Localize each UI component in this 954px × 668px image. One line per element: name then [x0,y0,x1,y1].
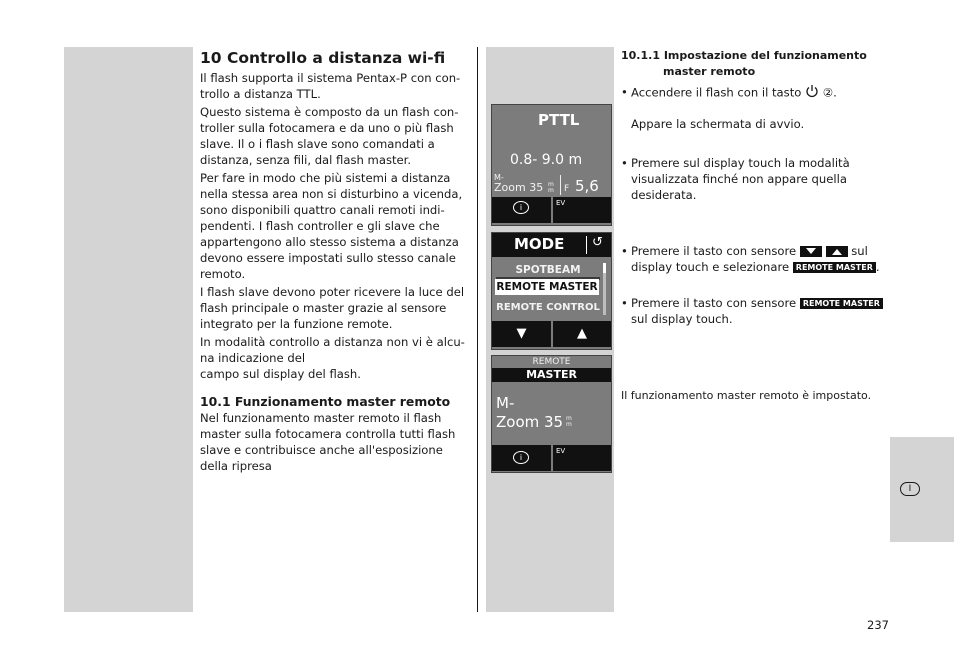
menu-scrollbar-thumb[interactable] [603,263,606,273]
step-text: Premere il tasto con sensore [631,244,797,258]
remote-master-tag: REMOTE MASTER [793,262,876,273]
section-title: 10 Controllo a distanza wi-fi [200,49,446,67]
info-button[interactable] [492,197,551,223]
remote-label: REMOTE [532,357,571,367]
result-text: Il funzionamento master remoto è impostato. [621,389,872,402]
paragraph: Il flash supporta il sistema Pentax-P con con-trollo a distanza TTL. [200,71,461,101]
zoom-prefix: M- [496,394,515,412]
subsection-title: 10.1 Funzionamento master remoto [200,394,451,409]
step-text: Premere sul display touch la modalità visualizzata finché non appare quella desiderata. [631,156,850,202]
step-2 [621,155,891,203]
scroll-up-button[interactable] [553,321,611,347]
menu-scrollbar[interactable] [603,263,606,315]
menu-item-remote-master[interactable]: REMOTE MASTER [496,281,598,293]
info-button[interactable] [492,445,551,471]
mode-header [492,233,611,257]
column-divider [477,47,478,612]
step-text: sul display touch. [631,312,733,326]
ev-button[interactable] [553,445,611,471]
menu-item-remote-control[interactable]: REMOTE CONTROL [496,302,600,313]
step-1 [621,84,891,102]
step-text: sul display touch e selezionare [631,244,868,274]
step-4 [621,295,891,327]
zoom-unit: m m [566,415,572,428]
heading-line-2: master remoto [663,65,756,78]
range-readout: 0.8- 9.0 m [510,152,583,168]
ev-label: EV [556,199,566,207]
aperture-f: F [564,184,570,194]
left-margin-panel [64,47,193,612]
up-key-icon [826,246,848,257]
left-text-column [200,48,468,476]
bullet: • [621,85,628,99]
master-label: MASTER [492,368,611,382]
down-key-icon [800,246,822,257]
remote-master-tag: REMOTE MASTER [800,298,883,309]
zoom-label: Zoom 35 [496,413,564,431]
aperture-value: 5,6 [575,177,599,195]
flash-display-pttl [491,104,612,226]
lcd-divider [560,175,561,195]
step-text: Premere il tasto con sensore [631,296,797,310]
info-icon: i [513,451,529,464]
flash-display-mode-menu [491,232,612,350]
triangle-down-icon: ▼ [516,326,527,341]
heading-line-1: Impostazione del funzionamento [663,49,867,62]
info-icon: i [513,201,529,214]
bullet: • [621,244,628,258]
step-ref: ②. [822,85,837,100]
triangle-up-icon: ▲ [577,326,587,341]
zoom-label: Zoom 35 [494,181,544,194]
zoom-prefix: M- [494,173,504,182]
header-divider [586,236,587,254]
paragraph: Nel funzionamento master remoto il flash master sulla fotocamera controlla tutti flash slave e contribuisce anche all'esposizione della ripresa [200,411,456,473]
bullet: • [621,156,628,170]
page-number: 237 [867,618,889,632]
step-3: • Premere il tasto con sensore sul display touch e selezionare REMOTE MASTER . [621,244,880,274]
zoom-unit: m m [548,181,554,194]
mode-label: PTTL [538,111,580,129]
scroll-down-button[interactable] [492,321,551,347]
language-tab-label: I [908,484,912,494]
language-tab-icon [900,482,920,496]
step-text: Accendere il flash con il tasto [631,85,802,100]
menu-item-spotbeam[interactable]: SPOTBEAM [496,263,600,280]
ev-label: EV [556,447,566,455]
paragraph: In modalità controllo a distanza non vi è alcu-na indicazione del [200,335,465,365]
paragraph: Questo sistema è composto da un flash con-troller sulla fotocamera e da uno o più flash slave. Il o i flash slave sono comandati a distanza, senza fili, dal flash master. [200,105,459,167]
right-heading [621,48,891,80]
power-icon [805,84,819,102]
paragraph: campo sul display del flash. [200,367,361,381]
paragraph: Per fare in modo che più sistemi a distanza nella stessa area non si disturbino a vicenda, sono disponibili quattro canali remoti indi-pendenti. I flash controller e gli slave che appartengono allo stesso sistema a distanza devono essere impostati sullo stesso canale remoto. [200,171,463,281]
step-1-note: Appare la schermata di avvio. [631,117,805,131]
ev-button[interactable] [553,197,611,223]
paragraph: I flash slave devono poter ricevere la luce del flash principale o master grazie al sensore integrato per la funzione remote. [200,285,465,331]
bullet: • [621,296,628,310]
back-icon[interactable]: ↺ [592,235,603,250]
mode-title: MODE [514,235,565,253]
heading-number: 10.1.1 [621,49,660,62]
flash-display-remote-master [491,355,612,473]
